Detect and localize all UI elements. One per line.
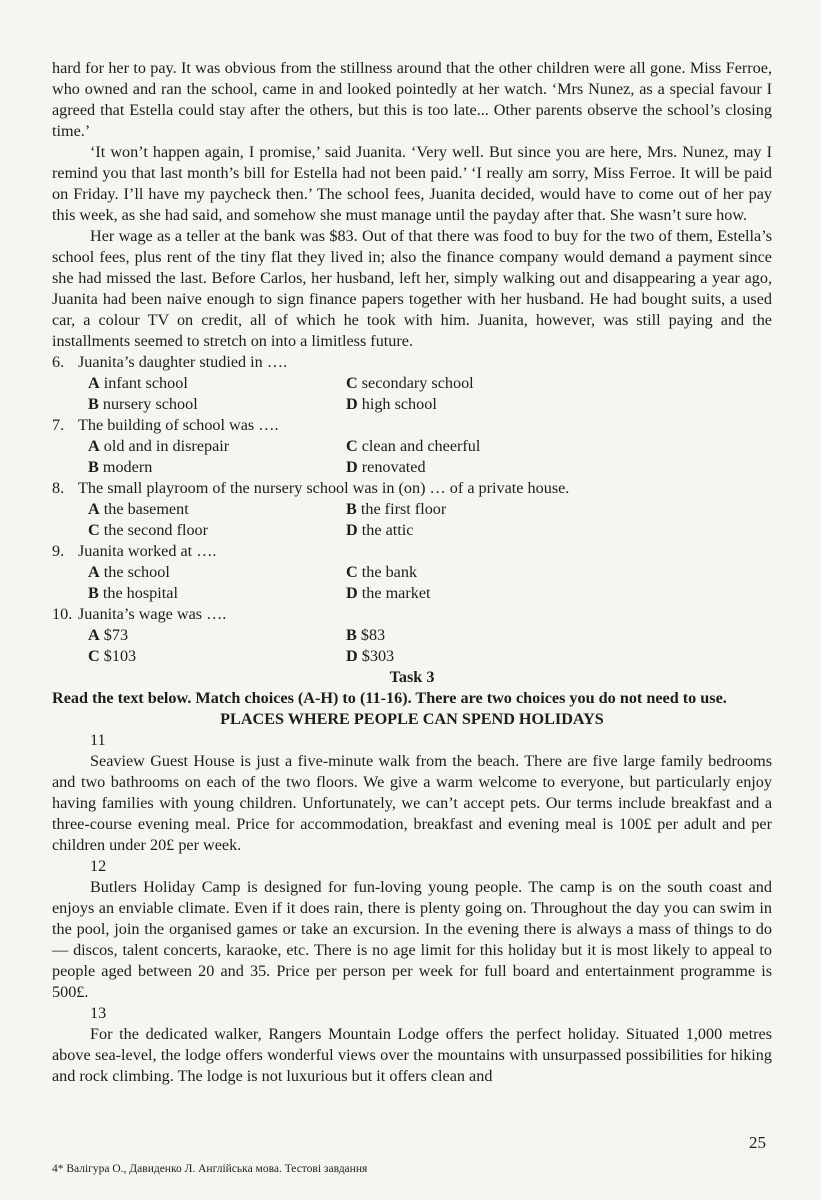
answer-option[interactable] [88, 436, 346, 457]
answer-option[interactable] [346, 562, 646, 583]
option-letter: D [346, 584, 358, 602]
option-text: infant school [103, 374, 188, 392]
section-number: 12 [90, 857, 107, 875]
option-letter: C [88, 521, 100, 539]
option-text: nursery school [102, 395, 198, 413]
answer-option[interactable] [88, 625, 346, 646]
page-number: 25 [749, 1133, 766, 1152]
question-number: 10. [52, 605, 73, 623]
option-letter: A [88, 500, 100, 518]
section-title: PLACES WHERE PEOPLE CAN SPEND HOLIDAYS [220, 710, 604, 728]
option-text: high school [361, 395, 437, 413]
option-letter: B [88, 458, 99, 476]
question-item [52, 478, 772, 499]
section-number: 13 [90, 1004, 107, 1022]
answer-option[interactable] [88, 520, 346, 541]
option-text: modern [102, 458, 153, 476]
task-instruction: Read the text below. Match choices (A-H) to (11-16). There are two choices you do not need to use. [52, 689, 727, 707]
option-letter: C [346, 437, 358, 455]
option-letter: C [346, 563, 358, 581]
option-text: the market [361, 584, 431, 602]
option-letter: B [346, 500, 357, 518]
option-text: $303 [361, 647, 395, 665]
option-text: secondary school [361, 374, 474, 392]
option-text: clean and cheerful [361, 437, 481, 455]
option-text: the hospital [102, 584, 178, 602]
question-list [52, 352, 772, 667]
option-letter: B [88, 584, 99, 602]
question-item [52, 352, 772, 373]
question-number: 7. [52, 416, 65, 434]
option-letter: D [346, 521, 358, 539]
question-item [52, 415, 772, 436]
holiday-sections [52, 730, 772, 1087]
question-number: 9. [52, 542, 65, 560]
question-text: The small playroom of the nursery school was in (on) … of a private house. [78, 479, 570, 497]
answer-option[interactable] [88, 646, 346, 667]
answer-option[interactable] [346, 646, 646, 667]
question-number: 8. [52, 479, 65, 497]
option-text: the school [103, 563, 170, 581]
option-letter: A [88, 374, 100, 392]
option-text: the second floor [103, 521, 209, 539]
option-letter: D [346, 647, 358, 665]
question-item [52, 604, 772, 625]
footer-citation: 4* Валігура О., Давиденко Л. Англійська мова. Тестові завдання [52, 1163, 368, 1175]
section-text: Seaview Guest House is just a five-minute walk from the beach. There are five large family bedrooms and two bathrooms on each of the two floors. We give a warm welcome to everyone, but particularly enjoy having families with young children. Unfortunately, we can’t accept pets. Our terms include breakfast and a three-course evening meal. Price for accommodation, breakfast and evening meal is 100£ per adult and per children under 20£ per week. [52, 752, 772, 854]
question-text: The building of school was …. [78, 416, 279, 434]
answer-option[interactable] [346, 520, 646, 541]
section-number: 11 [90, 731, 106, 749]
question-text: Juanita’s wage was …. [78, 605, 227, 623]
section-text: Butlers Holiday Camp is designed for fun-loving young people. The camp is on the south coast and enjoys an enviable climate. Even if it does rain, there is plenty going on. Throughout the day you can swim in the pool, join the organised games or take an excursion. In the evening there is always a mass of things to do — discos, talent concerts, karaoke, etc. There is no age limit for this holiday but it is most likely to appeal to people aged between 20 and 35. Price per person per week for full board and entertainment programme is 500£. [52, 878, 772, 1001]
document-page [52, 58, 772, 1087]
question-item [52, 541, 772, 562]
answer-option[interactable] [346, 436, 646, 457]
option-letter: B [88, 395, 99, 413]
answer-option[interactable] [346, 499, 646, 520]
option-text: $73 [103, 626, 129, 644]
option-letter: A [88, 626, 100, 644]
option-letter: B [346, 626, 357, 644]
option-text: $103 [103, 647, 137, 665]
answer-options [52, 436, 772, 478]
answer-option[interactable] [88, 373, 346, 394]
answer-option[interactable] [88, 394, 346, 415]
answer-option[interactable] [88, 457, 346, 478]
option-letter: C [88, 647, 100, 665]
option-letter: A [88, 437, 100, 455]
section-text: For the dedicated walker, Rangers Mountain Lodge offers the perfect holiday. Situated 1,000 metres above sea-level, the lodge offers wonderful views over the mountains with unsurpassed possibilities for hiking and rock climbing. The lodge is not luxurious but it offers clean and [52, 1025, 772, 1085]
question-text: Juanita worked at …. [78, 542, 217, 560]
option-letter: C [346, 374, 358, 392]
option-text: the attic [361, 521, 414, 539]
option-text: the bank [361, 563, 418, 581]
answer-option[interactable] [346, 373, 646, 394]
answer-option[interactable] [346, 583, 646, 604]
answer-option[interactable] [346, 625, 646, 646]
option-text: old and in disrepair [103, 437, 230, 455]
answer-option[interactable] [88, 583, 346, 604]
answer-options [52, 562, 772, 604]
passage-paragraph-2: ‘It won’t happen again, I promise,’ said Juanita. ‘Very well. But since you are here, Mrs. Nunez, may I remind you that last month’s bill for Estella had not been paid.’ ‘I really am sorry, Miss Ferroe. It will be paid on Friday. I’ll have my paycheck then.’ The school fees, Juanita decided, would have to come out of her pay this week, as she had said, and somehow she must manage until the payday after that. She wasn’t sure how. [52, 143, 772, 224]
answer-option[interactable] [346, 457, 646, 478]
option-letter: D [346, 458, 358, 476]
answer-option[interactable] [88, 499, 346, 520]
passage-paragraph-1: hard for her to pay. It was obvious from the stillness around that the other children were all gone. Miss Ferroe, who owned and ran the school, came in and looked pointedly at her watch. ‘Mrs Nunez, as a special favour I agreed that Estella could stay after the others, but this is too late... Other parents observe the school’s closing time.’ [52, 59, 772, 140]
answer-options [52, 625, 772, 667]
option-text: renovated [361, 458, 426, 476]
question-text: Juanita’s daughter studied in …. [78, 353, 288, 371]
answer-options [52, 373, 772, 415]
option-letter: A [88, 563, 100, 581]
task-heading: Task 3 [389, 668, 435, 686]
passage-paragraph-3: Her wage as a teller at the bank was $83. Out of that there was food to buy for the two of them, Estella’s school fees, plus rent of the tiny flat they lived in; also the finance company would demand a payment since she had missed the last. Before Carlos, her husband, left her, simply walking out and disappearing a year ago, Juanita had been naive enough to sign finance papers together with her husband. He had bought suits, a used car, a colour TV on credit, all of which he took with him. Juanita, however, was still paying and the installments seemed to stretch on into a limitless future. [52, 227, 772, 350]
answer-option[interactable] [346, 394, 646, 415]
option-text: the basement [103, 500, 189, 518]
option-text: $83 [360, 626, 386, 644]
answer-options [52, 499, 772, 541]
answer-option[interactable] [88, 562, 346, 583]
option-text: the first floor [360, 500, 447, 518]
option-letter: D [346, 395, 358, 413]
question-number: 6. [52, 353, 65, 371]
